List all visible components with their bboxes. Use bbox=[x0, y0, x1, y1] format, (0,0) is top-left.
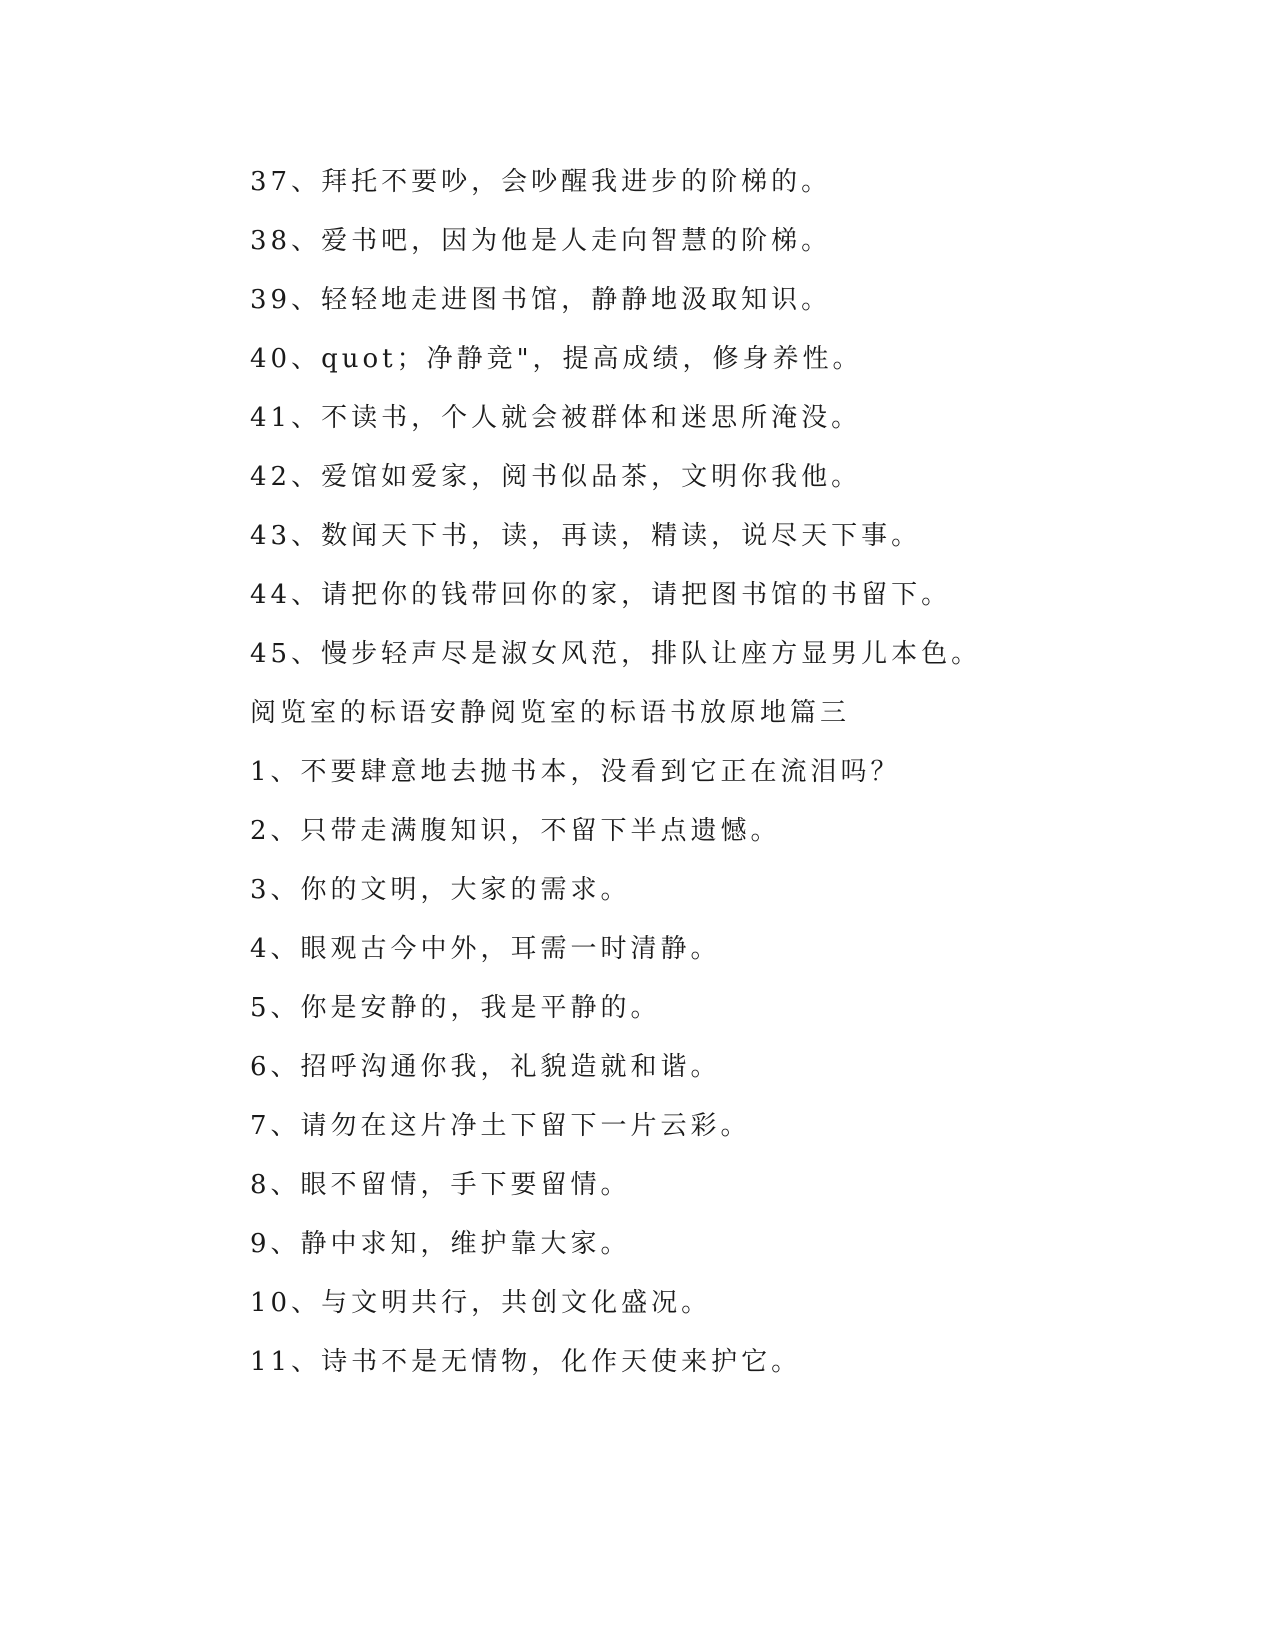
slogan-line: 4、眼观古今中外，耳需一时清静。 bbox=[250, 934, 721, 964]
slogan-line: 39、轻轻地走进图书馆，静静地汲取知识。 bbox=[250, 285, 832, 315]
slogan-line: 3、你的文明，大家的需求。 bbox=[250, 875, 631, 905]
slogan-list bbox=[250, 162, 1150, 1401]
slogan-line: 44、请把你的钱带回你的家，请把图书馆的书留下。 bbox=[250, 580, 952, 610]
slogan-line: 37、拜托不要吵，会吵醒我进步的阶梯的。 bbox=[250, 167, 832, 197]
slogan-line: 41、不读书，个人就会被群体和迷思所淹没。 bbox=[250, 403, 862, 433]
slogan-line: 6、招呼沟通你我，礼貌造就和谐。 bbox=[250, 1052, 721, 1082]
slogan-line: 43、数闻天下书，读，再读，精读，说尽天下事。 bbox=[250, 521, 922, 551]
slogan-line: 42、爱馆如爱家，阅书似品茶，文明你我他。 bbox=[250, 462, 862, 492]
slogan-line: 38、爱书吧，因为他是人走向智慧的阶梯。 bbox=[250, 226, 832, 256]
slogan-line: 7、请勿在这片净土下留下一片云彩。 bbox=[250, 1111, 751, 1141]
slogan-line: 5、你是安静的，我是平静的。 bbox=[250, 993, 661, 1023]
slogan-line: 9、静中求知，维护靠大家。 bbox=[250, 1229, 631, 1259]
slogan-line: 1、不要肆意地去抛书本，没看到它正在流泪吗？ bbox=[250, 757, 901, 787]
slogan-line: 8、眼不留情，手下要留情。 bbox=[250, 1170, 631, 1200]
section-heading: 阅览室的标语安静阅览室的标语书放原地篇三 bbox=[250, 698, 851, 728]
slogan-line: 2、只带走满腹知识，不留下半点遗憾。 bbox=[250, 816, 781, 846]
slogan-line: 40、quot；净静竞"，提高成绩，修身养性。 bbox=[250, 344, 863, 374]
slogan-line: 45、慢步轻声尽是淑女风范，排队让座方显男儿本色。 bbox=[250, 639, 982, 669]
slogan-line: 11、诗书不是无情物，化作天使来护它。 bbox=[250, 1347, 802, 1377]
slogan-line: 10、与文明共行，共创文化盛况。 bbox=[250, 1288, 712, 1318]
